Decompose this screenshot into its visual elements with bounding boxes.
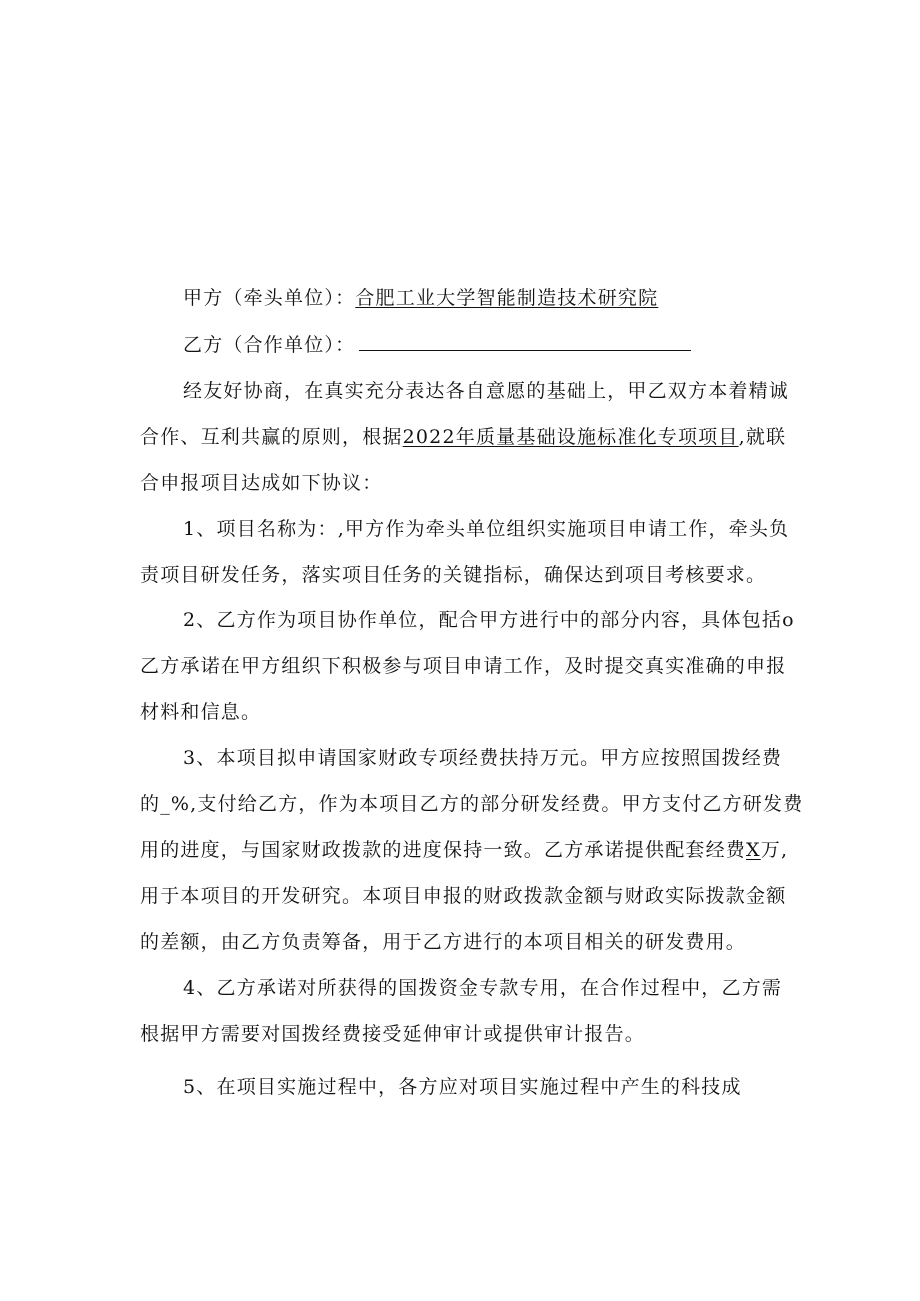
clause-3-line-3 — [140, 837, 800, 863]
matching-fund-amount: X — [746, 839, 761, 861]
party-b-blank-line — [359, 332, 691, 351]
clause-3-line-3-pre: 用的进度，与国家财政拨款的进度保持一致。乙方承诺提供配套经费 — [140, 839, 747, 861]
party-a-line — [183, 285, 843, 311]
party-a-label: 甲方（牵头单位）： — [183, 287, 356, 309]
clause-3-line-4: 用于本项目的开发研究。本项目申报的财政拨款金额与财政实际拨款金额 — [140, 885, 787, 907]
clause-2-line-2: 乙方承诺在甲方组织下积极参与项目申请工作，及时提交真实准确的申报 — [140, 655, 787, 677]
clause-3-line-5: 的差额，由乙方负责筹备，用于乙方进行的本项目相关的研发费用。 — [140, 931, 747, 953]
intro-line-2-pre: 合作、互利共赢的原则，根据 — [140, 426, 403, 448]
project-name: 2022年质量基础设施标准化专项项目 — [402, 426, 739, 448]
intro-line-3: 合申报项目达成如下协议： — [140, 472, 383, 494]
party-b-label: 乙方（合作单位）： — [183, 334, 356, 356]
clause-2-line-1: 2、乙方作为项目协作单位，配合甲方进行中的部分内容，具体包括o — [183, 609, 795, 631]
intro-line-1: 经友好协商，在真实充分表达各自意愿的基础上，甲乙双方本着精诚 — [183, 380, 790, 402]
clause-3-line-3-post: 万, — [760, 839, 789, 861]
clause-1-line-2: 责项目研发任务，落实项目任务的关键指标，确保达到项目考核要求。 — [140, 564, 767, 586]
intro-line-2 — [140, 424, 800, 450]
party-a-name: 合肥工业大学智能制造技术研究院 — [355, 287, 659, 309]
clause-5-line-1: 5、在项目实施过程中，各方应对项目实施过程中产生的科技成 — [183, 1076, 742, 1098]
party-b-line — [183, 332, 843, 358]
clause-4-line-2: 根据甲方需要对国拨经费接受延伸审计或提供审计报告。 — [140, 1023, 646, 1045]
clause-3-line-2: 的_%,支付给乙方，作为本项目乙方的部分研发经费。甲方支付乙方研发费 — [140, 793, 804, 815]
clause-3-line-1: 3、本项目拟申请国家财政专项经费扶持万元。甲方应按照国拨经费 — [183, 747, 783, 769]
clause-4-line-1: 4、乙方承诺对所获得的国拨资金专款专用，在合作过程中，乙方需 — [183, 977, 783, 999]
clause-1-line-1: 1、项目名称为：,甲方作为牵头单位组织实施项目申请工作，牵头负 — [183, 518, 790, 540]
intro-line-2-post: ,就联 — [738, 426, 787, 448]
clause-2-line-3: 材料和信息。 — [140, 701, 262, 723]
